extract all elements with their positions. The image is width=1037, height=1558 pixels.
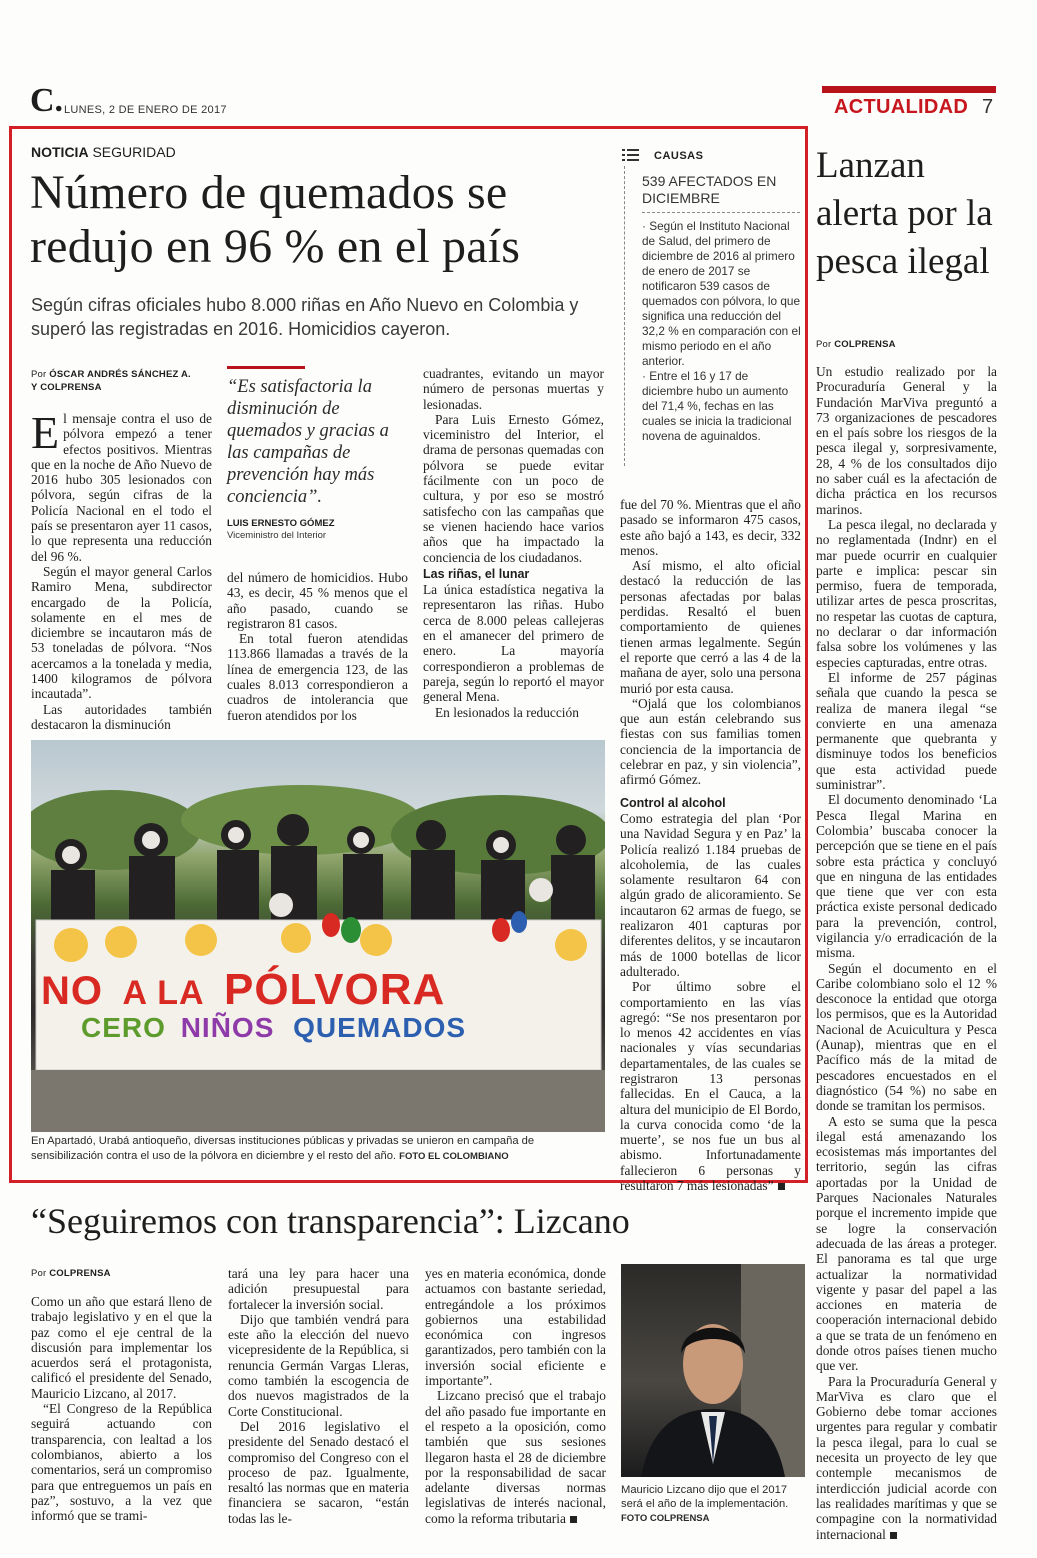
photo-scene [31, 740, 605, 1132]
paragraph: Según el mayor general Carlos Ramiro Mena, subdirector encargado de la Policía, solamente en el mes de diciembre se incautaron más de 53 toneladas de pólvora. “Nos acercamos a la tonelada y media, 1400 kilogramos de pólvora incautada”. [31, 563, 212, 702]
quote-rule [227, 366, 305, 369]
page-date: LUNES, 2 DE ENERO DE 2017 [64, 104, 227, 116]
bottom-byline: Por COLPRENSA [31, 1268, 111, 1279]
banner-a-la: A LA [122, 974, 205, 1012]
lizcano-caption: Mauricio Lizcano dijo que el 2017 será el año de la implementación. FOTO COLPRENSA [621, 1484, 789, 1524]
paragraph: Así mismo, el alto oficial destacó la reducción de las personas afectadas por balas perdidas. Resaltó el buen comportamiento de quienes tienen armas legalmente. Según el reporte que cerró a las 4 de la mañana de ayer, solo una persona murió por esta causa. [620, 558, 801, 696]
paragraph: La única estadística negativa la representaron las riñas. Hubo cerca de 8.000 peleas callejeras en el amanecer del primero de enero. La mayoría correspondieron a problemas de pareja, según lo reportó el mayor general Mena. [423, 582, 604, 705]
main-photo-caption: En Apartadó, Urabá antioqueño, diversas instituciones públicas y privadas se unieron en campaña de sensibilización contra el uso de la pólvora en diciembre y el resto del año. FOTO EL COLOMBIANO [31, 1135, 535, 1162]
main-deck: Según cifras oficiales hubo 8.000 riñas en Año Nuevo en Colombia y superó las registradas en 2016. Homicidios cayeron. [31, 295, 579, 339]
bottom-headline: “Seguiremos con transparencia”: Lizcano [31, 1201, 630, 1241]
kicker [31, 144, 176, 160]
main-byline [31, 368, 221, 394]
list-icon [622, 148, 640, 168]
main-col-4 [620, 497, 801, 1193]
subhead-rinas: Las riñas, el lunar [423, 566, 530, 581]
end-mark [570, 1516, 577, 1523]
main-col-1-p1 [31, 407, 212, 564]
kicker-section: SEGURIDAD [92, 144, 176, 160]
paragraph: Lizcano precisó que el trabajo del año pasado fue importante en el respeto a la oposición, como también que sus sesiones llegaron hasta el 28 de diciembre por la responsabilidad de sacar adelante diversas normas legislativas de interés nacional, como la reforma tributaria [425, 1388, 606, 1526]
quote-author: LUIS ERNESTO GÓMEZ [227, 518, 335, 529]
byline-agency: Y COLPRENSA [31, 382, 102, 393]
byline-por: Por [31, 369, 47, 380]
causas-title: 539 AFECTADOS EN DICIEMBRE [642, 173, 777, 206]
lizcano-credit: FOTO COLPRENSA [621, 1513, 710, 1524]
end-mark [778, 1183, 785, 1190]
main-col-3 [423, 366, 604, 720]
paragraph: Un estudio realizado por la Procuraduría General y la Fundación MarViva preguntó a 73 organizaciones de pescadores en el país sobre los riesgos de la pesca ilegal y, sorpresivamente, 28, 4 % de los consultados dijo no saber cuál es la afectación de dicha práctica en los recursos marinos. [816, 364, 997, 517]
subhead-alcohol: Control al alcohol [620, 795, 726, 810]
causas-rule [624, 166, 625, 466]
drop-cap: E [31, 407, 60, 458]
paragraph: Las autoridades también destacaron la disminución [31, 701, 212, 732]
paragraph: Del 2016 legislativo el presidente del Senado destacó el compromiso del Congreso con el proceso de paz. Igualmente, resaltó las normas que en materia financiera se sacaron, “están todas las le- [228, 1418, 409, 1526]
paragraph: “Ojalá que los colombianos que aun están celebrando sus fiestas con sus familias tomen conciencia de la importancia de celebrar en paz, y sin violencia”, afirmó Gómez. [620, 695, 801, 788]
paragraph: A esto se suma que la pesca ilegal está amenazando los ecosistemas más importantes del territorio, según las cifras aportadas por la Unidad de Parques Nacionales Naturales porque el incremento impide que se logre la conservación adecuada de las áreas a proteger. El panorama es tal que urge actualizar la normatividad vigente y pasar del papel a las acciones en materia de cooperación internacional debido a que se trata de un fenómeno en donde otros países tienen mucho que ver. [816, 1113, 997, 1374]
paragraph: fue del 70 %. Mientras que el año pasado se informaron 475 casos, este año bajó a 143, es decir, 332 menos. [620, 497, 801, 558]
section-bar [822, 86, 996, 93]
page-number: 7 [982, 96, 994, 118]
right-body [816, 364, 997, 1542]
paragraph: En lesionados la reducción [435, 704, 579, 720]
paragraph: Como un año que estará lleno de trabajo legislativo y en el que la paz como el eje central de la discusión para implementar los acuerdos será el protagonista, calificó el presidente del Senado, Mauricio Lizcano, al 2017. [31, 1294, 212, 1401]
banner-quemados: QUEMADOS [293, 1012, 467, 1043]
banner-polvora: PÓLVORA [223, 965, 446, 1014]
main-photo-credit: FOTO EL COLOMBIANO [399, 1151, 509, 1162]
kicker-bold: NOTICIA [31, 144, 89, 160]
paragraph: El informe de 257 páginas señala que cuando la pesca se realiza de manera ilegal “se convierte en una amenaza permanente que quebranta y disminuye todos los beneficios que esta actividad puede suministrar”. [816, 669, 997, 793]
paragraph: Como estrategia del plan ‘Por una Navidad Segura y en Paz’ la Policía realizó 1.184 pruebas de alcoholemia, de las cuales solamente resultaron 64 con algún grado de alicoramiento. Se incautaron 62 armas de fuego, se realizaron 401 capturas por diferentes delitos, y se incautaron más de 1000 botellas de licor adulterado. [620, 810, 801, 979]
bottom-col-2 [228, 1266, 409, 1526]
paragraph: Para la Procuraduría General y MarViva es claro que el Gobierno debe tomar acciones urgentes para regular y combatir la pesca ilegal, para lo cual se necesita un proyecto de ley que contemple mecanismos de interdicción judicial acorde con las realidades marítimas y que se compagine con la normatividad internacional [816, 1373, 997, 1542]
logo: C. [30, 82, 64, 119]
causas-list [642, 219, 802, 444]
right-byline: Por COLPRENSA [816, 339, 896, 350]
banner-no: NO [41, 969, 103, 1013]
paragraph: “El Congreso de la República seguirá actuando con transparencia, con lealtad a los colombianos, abierto a los comentarios, será un compromiso para que entreguemos un país en paz”, sostuvo, a la vez que informó que se trami- [31, 1401, 212, 1524]
paragraph: Dijo que también vendrá para este año la elección del nuevo vicepresidente de la República, si renuncia Germán Vargas Lleras, como también la escogencia de dos nuevos magistrados de la Corte Constitucional. [228, 1311, 409, 1419]
byline-author: ÓSCAR ANDRÉS SÁNCHEZ A. [49, 369, 191, 380]
paragraph: Según el documento en el Caribe colombiano solo el 12 % desconoce la entidad que otorga los permisos, que es la Autoridad Nacional de Acuicultura y Pesca (Aunap), mientras que en el Pacífico más de la mitad de pescadores encuestados en el diagnóstico (54 %) no sabe en donde se tramitan los permisos. [816, 960, 997, 1114]
banner-ninos: NIÑOS [180, 1012, 275, 1043]
main-headline: Número de quemados se redujo en 96 % en el país [30, 166, 521, 273]
main-col-1 [31, 407, 212, 732]
causas-item: · Según el Instituto Nacional de Salud, del primero de diciembre de 2016 al primero de enero de 2017 se notificaron 539 casos de quemados con pólvora, lo que significa una reducción del 32,2 % en comparación con el mismo periodo en el año anterior. [642, 219, 801, 368]
portrait-figure [621, 1264, 805, 1477]
banner-line-1 [41, 965, 601, 1015]
causas-item: · Entre el 16 y 17 de diciembre hubo un aumento del 71,4 %, fechas en las cuales se inicia la tradicional novena de aguinaldos. [642, 369, 792, 443]
main-col-2 [227, 570, 408, 723]
paragraph: del número de homicidios. Hubo 43, es decir, 45 % menos que el año pasado, cuando se registraron 81 casos. [227, 570, 408, 631]
lizcano-photo [621, 1264, 805, 1477]
banner-cero: CERO [81, 1012, 166, 1043]
section-label: ACTUALIDAD [834, 96, 969, 118]
causas-box [622, 146, 802, 476]
end-mark [890, 1532, 897, 1539]
quote-role: Viceministro del Interior [227, 530, 327, 541]
causas-divider [642, 212, 800, 213]
paragraph: cuadrantes, evitando un mayor número de personas muertas y lesionadas. [423, 366, 604, 412]
paragraph: tará una ley para hacer una adición presupuestal para fortalecer la inversión social. [228, 1266, 409, 1312]
paragraph: Para Luis Ernesto Gómez, viceministro del Interior, el drama de personas quemadas con pólvora se puede evitar fácilmente con un poco de cultura, y por eso se mostró satisfecho con las campañas que se vienen haciendo hace varios años que ha impactado la conciencia de los ciudadanos. [423, 411, 604, 565]
main-photo [31, 740, 605, 1132]
banner-line-2 [81, 1012, 581, 1044]
paragraph: Por último sobre el comportamiento en las vías agregó: “Se nos presentaron por lo menos 42 accidentes en vías nacionales y vías secundarias departamentales, de las cuales se registraron 13 personas fallecidas. En el Cauca, a la altura del municipio de El Bordo, la curva conocida como ‘de la muerte’, se nos fue un bus al abismo. Infortunadamente fallecieron 6 personas y resultaron 7 más lesionadas” [620, 979, 801, 1194]
paragraph: yes en materia económica, donde actuamos con bastante seriedad, entregándole a los próximos gobiernos una estabilidad económica con ingresos garantizados, pero también con la inversión social eficiente e importante”. [425, 1266, 606, 1389]
bottom-col-1 [31, 1294, 212, 1523]
right-headline: Lanzan alerta por la pesca ilegal [816, 145, 993, 282]
paragraph: l mensaje contra el uso de pólvora empezó a tener efectos positivos. Mientras que en la noche de Año Nuevo de 2016 hubo 305 lesionados con pólvora, según cifras de la Policía Nacional en el todo el país se presentaron ayer 11 casos, lo que representa una reducción del 96 %. [31, 411, 212, 564]
paragraph: El documento denominado ‘La Pesca Ilegal Marina en Colombia’ buscaba conocer la percepción que se tiene en el país sobre esta práctica y concluyó que en ninguna de las entidades que tiene que ver con esta práctica existe personal dedicado para la prevención, control, vigilancia y/o erradicación de la misma. [816, 792, 997, 961]
pull-quote: “Es satisfactoria la disminución de quemados y gracias a las campañas de prevención hay más conciencia”. [227, 377, 389, 507]
bottom-col-3 [425, 1266, 606, 1526]
paragraph: En total fueron atendidas 113.866 llamadas a través de la línea de emergencia 123, de las cuales 8.013 correspondieron a cuadros de intolerancia que fueron atendidos por los [227, 631, 408, 723]
causas-label: CAUSAS [654, 150, 704, 162]
paragraph: La pesca ilegal, no declarada y no reglamentada (Indnr) en el mar puede ocurrir en cualquier parte e implica: pescar sin permiso, fuera de temporada, utilizar artes de pesca proscritas, no respetar las cuotas de captura, no declarar o dar información falsa sobre los volúmenes y las especies capturadas, entre otras. [816, 516, 997, 670]
